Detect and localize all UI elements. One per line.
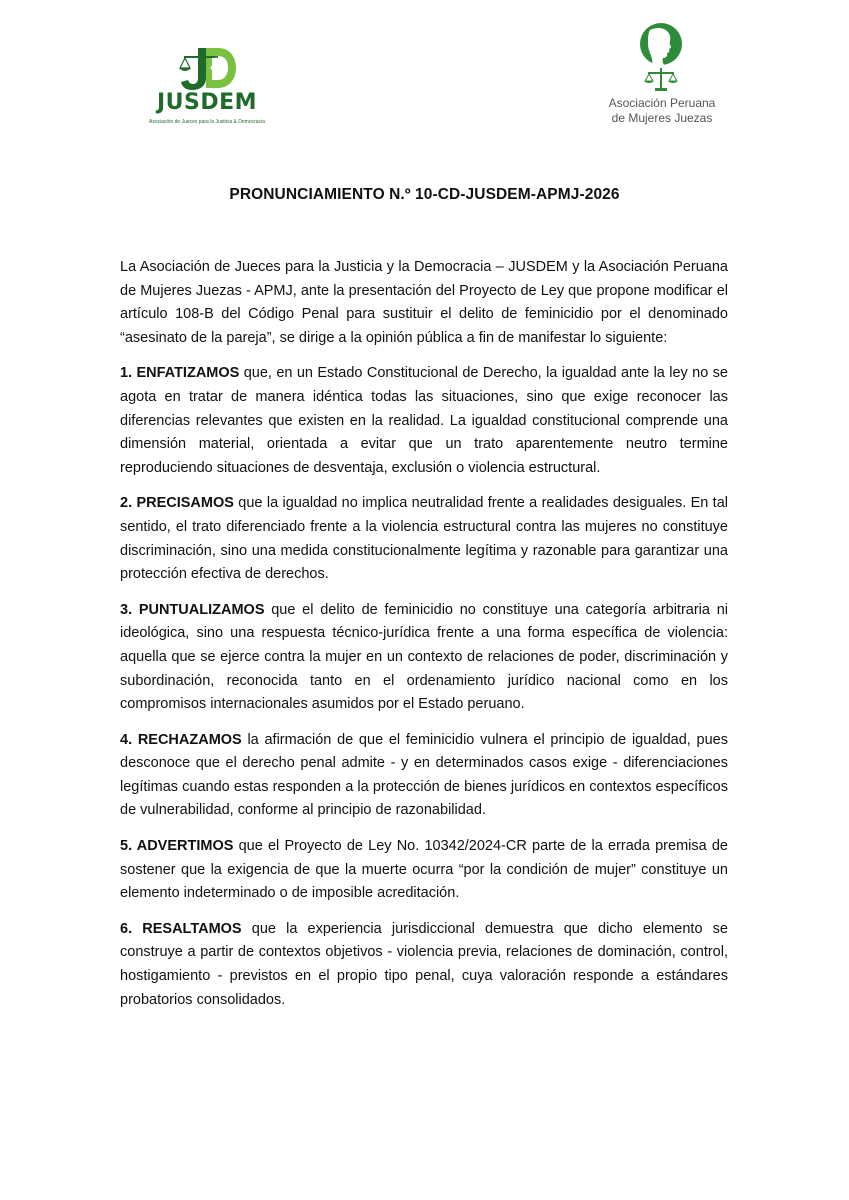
point-text: que, en un Estado Constitucional de Derecho, la igualdad ante la ley no se agota en tratar de manera idéntica todas las situaciones, sino que exige reconocer las diferencias relevantes que existen en la realidad. La igualdad constitucional comprende una dimensión material, orientada a evitar que un trato aparentemente neutro termine reproduciendo situaciones de desventaja, exclusión o violencia estructural. [120,365,728,476]
point-keyword: 3. PUNTUALIZAMOS [120,601,265,618]
apmj-name [606,96,718,126]
jusdem-scales-icon [176,44,238,92]
intro-paragraph: La Asociación de Jueces para la Justicia y la Democracia – JUSDEM y la Asociación Peruana de Mujeres Juezas - APMJ, ante la presentación del Proyecto de Ley que propone modificar el artículo 108-B del Código Penal para sustituir el delito de feminicidio por el denominado “asesinato de la pareja”, se dirige a la opinión pública a fin de manifestar lo siguiente: [120,259,728,346]
point-keyword: 4. RECHAZAMOS [120,731,242,748]
point-paragraph-2 [120,492,728,586]
point-keyword: 1. ENFATIZAMOS [120,365,240,382]
point-text: la afirmación de que el feminicidio vulnera el principio de igualdad, pues desconoce que el derecho penal admite - y en determinados casos exige - diferenciaciones legítimas cuando estas responden a la protección de bienes jurídicos en contextos específicos de vulnerabilidad, conforme al principio de razonabilidad. [120,731,728,819]
document-title: PRONUNCIAMIENTO N.º 10-CD-JUSDEM-APMJ-2026 [229,186,620,203]
jusdem-tagline: Asociación de Jueces para la Justicia & Democracia [149,119,265,125]
point-paragraph-4 [120,729,728,823]
point-text: que la igualdad no implica neutralidad frente a realidades desiguales. En tal sentido, el trato diferenciado frente a la violencia estructural contra las mujeres no constituye discriminación, sino una medida constitucionalmente legítima y razonable para garantizar una protección efectiva de derechos. [120,495,728,583]
point-paragraph-5 [120,835,728,906]
jusdem-logo [148,44,266,130]
point-paragraph-6 [120,918,728,1012]
point-text: que la experiencia jurisdiccional demuestra que dicho elemento se construye a partir de contextos objetivos - violencia previa, relaciones de dominación, control, hostigamiento - previstos en el propio tipo penal, cuya valoración responde a estándares probatorios consolidados. [120,920,728,1008]
point-text: que el Proyecto de Ley No. 10342/2024-CR parte de la errada premisa de sostener que la exigencia de que la muerte ocurra “por la condición de mujer” constituye un elemento indeterminado o de imposible acreditación. [120,838,728,902]
apmj-name-line2: de Mujeres Juezas [611,111,713,125]
jusdem-name: JUSDEM [156,90,258,115]
point-keyword: 6. RESALTAMOS [120,920,242,937]
point-keyword: 2. PRECISAMOS [120,495,234,512]
apmj-profile-scales-icon [636,22,686,94]
apmj-name-line1: Asociación Peruana [608,96,716,110]
point-paragraph-3 [120,599,728,717]
apmj-logo [606,22,718,130]
point-keyword: 5. ADVERTIMOS [120,838,234,855]
point-paragraph-1 [120,362,728,480]
document-body [120,256,728,1024]
point-text: que el delito de feminicidio no constituye una categoría arbitraria ni ideológica, sino una respuesta técnico-jurídica frente a una forma específica de violencia: aquella que se ejerce contra la mujer en un contexto de relaciones de poder, discriminación y subordinación, reconocida tanto en el ordenamiento jurídico nacional como en los compromisos internacionales asumidos por el Estado peruano. [120,601,728,713]
